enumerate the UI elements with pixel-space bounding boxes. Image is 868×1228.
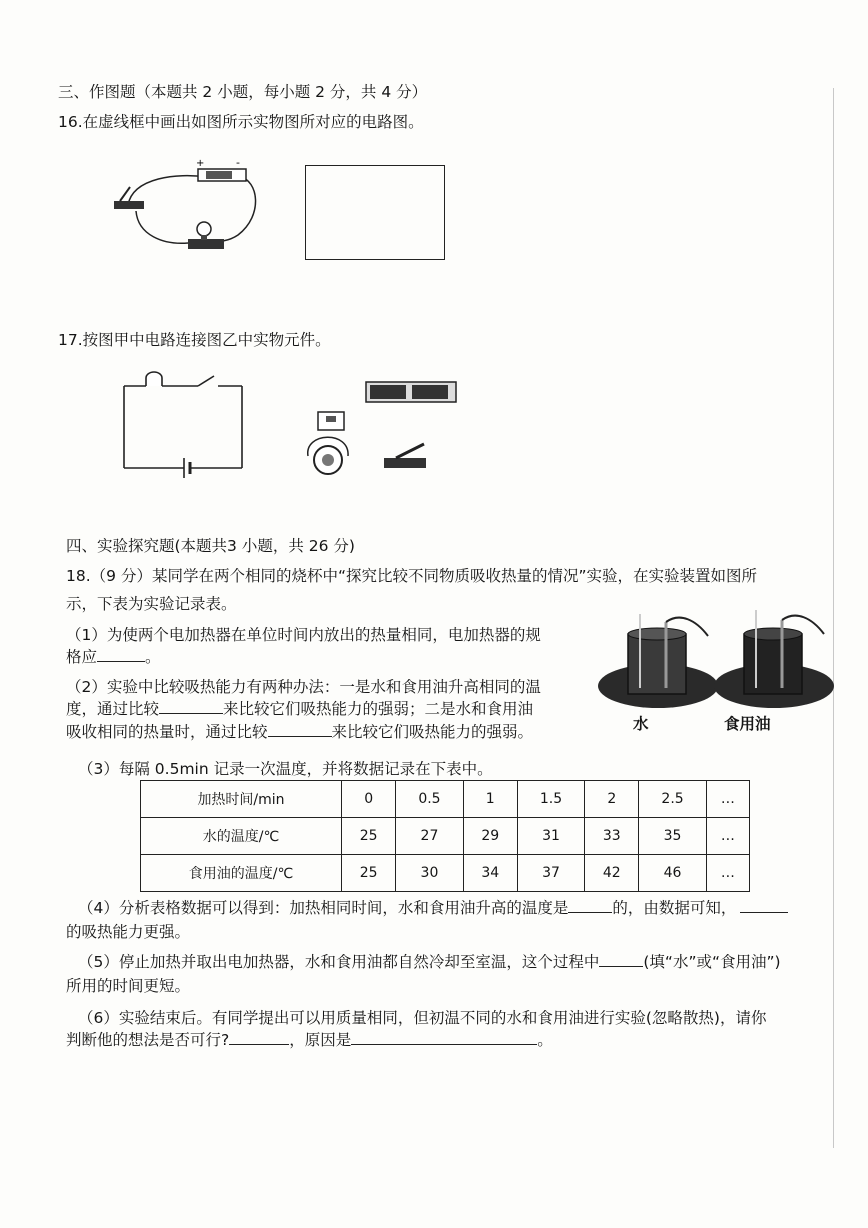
- q18-part5-line2: 所用的时间更短。: [66, 977, 191, 995]
- q18-part4-line1: [78, 898, 788, 918]
- table-cell: 25: [342, 818, 396, 855]
- q18-part6-blank2[interactable]: [351, 1030, 537, 1045]
- q18-part6-text-b: ，原因是: [289, 1031, 352, 1049]
- q18-part2-text-d: 来比较它们吸热能力的强弱。: [331, 723, 534, 741]
- q18-part1-line2: [66, 647, 161, 667]
- q18-part2-text-b: 来比较它们吸热能力的强弱；二是水和食用油: [223, 700, 534, 718]
- table-cell: 37: [517, 855, 584, 892]
- q16-physical-circuit-figure: [108, 155, 268, 265]
- q18-part6-text-a: 判断他的想法是否可行?: [66, 1031, 230, 1049]
- q16-answer-box[interactable]: [305, 165, 445, 260]
- q18-part5-line1: [78, 952, 781, 972]
- table-header-cell: 2: [585, 781, 639, 818]
- table-header-cell: …: [706, 781, 749, 818]
- table-header-cell: 0.5: [396, 781, 463, 818]
- table-header-cell: 0: [342, 781, 396, 818]
- q18-part6-end: 。: [537, 1031, 553, 1049]
- table-cell: 35: [639, 818, 706, 855]
- table-cell: 42: [585, 855, 639, 892]
- q18-part2-text-a: 度，通过比较: [66, 700, 160, 718]
- q18-part5-text-b: (填“水”或“食用油”): [643, 953, 781, 971]
- q18-part5-blank[interactable]: [599, 952, 643, 967]
- q18-part6-line2: [66, 1030, 553, 1050]
- table-header-row: [141, 781, 750, 818]
- q18-part2-blank1[interactable]: [159, 699, 223, 714]
- table-row: [141, 855, 750, 892]
- label-water: 水: [633, 715, 649, 733]
- table-cell: 31: [517, 818, 584, 855]
- q18-part1-end: 。: [145, 648, 161, 666]
- section4-heading: 四、实验探究题(本题共3 小题，共 26 分): [66, 537, 355, 555]
- table-cell: 34: [463, 855, 517, 892]
- q17-components-figure: [300, 372, 470, 482]
- table-cell: …: [706, 855, 749, 892]
- q18-part5-text-a: （5）停止加热并取出电加热器，水和食用油都自然冷却至室温，这个过程中: [78, 953, 600, 971]
- table-cell: 水的温度/℃: [141, 818, 342, 855]
- q18-part2-blank2[interactable]: [268, 722, 332, 737]
- table-cell: 食用油的温度/℃: [141, 855, 342, 892]
- q18-part4-text-a: （4）分析表格数据可以得到：加热相同时间，水和食用油升高的温度是: [78, 899, 569, 917]
- section3-heading: 三、作图题（本题共 2 小题，每小题 2 分，共 4 分）: [58, 83, 428, 101]
- table-row: [141, 818, 750, 855]
- table-header-cell: 加热时间/min: [141, 781, 342, 818]
- q18-part6-line1: （6）实验结束后。有同学提出可以用质量相同，但初温不同的水和食用油进行实验(忽略散热)，请你: [78, 1009, 767, 1027]
- q18-part2-text-c: 吸收相同的热量时，通过比较: [66, 723, 268, 741]
- table-cell: 30: [396, 855, 463, 892]
- table-header-cell: 1.5: [517, 781, 584, 818]
- battery-plus-sign: +: [196, 158, 205, 169]
- table-header-cell: 2.5: [639, 781, 706, 818]
- table-cell: 29: [463, 818, 517, 855]
- q18-part3-text: （3）每隔 0.5min 记录一次温度，并将数据记录在下表中。: [78, 760, 493, 778]
- table-cell: 27: [396, 818, 463, 855]
- table-cell: 25: [342, 855, 396, 892]
- q17-schematic-figure: [118, 368, 248, 478]
- q18-part1-line1: （1）为使两个电加热器在单位时间内放出的热量相同，电加热器的规: [66, 626, 541, 644]
- temperature-table: [140, 780, 750, 892]
- table-header-cell: 1: [463, 781, 517, 818]
- battery-minus-sign: -: [236, 156, 240, 169]
- q18-intro-line1: 18.（9 分）某同学在两个相同的烧杯中“探究比较不同物质吸收热量的情况”实验，在实验装置如图所: [66, 567, 758, 585]
- q18-part2-line1: （2）实验中比较吸热能力有两种办法：一是水和食用油升高相同的温: [66, 678, 541, 696]
- q18-part1-text: 格应: [66, 648, 98, 666]
- q18-part2-line2: [66, 699, 533, 719]
- q18-part6-blank1[interactable]: [229, 1030, 289, 1045]
- q18-part2-line3: [66, 722, 533, 742]
- table-cell: 46: [639, 855, 706, 892]
- label-oil: 食用油: [724, 715, 771, 733]
- q18-beakers-figure: [596, 606, 836, 736]
- table-cell: 33: [585, 818, 639, 855]
- q18-part4-text-b: 的，由数据可知，: [612, 899, 737, 917]
- q17-text: 17.按图甲中电路连接图乙中实物元件。: [58, 331, 331, 349]
- q18-intro-line2: 示，下表为实验记录表。: [66, 595, 237, 613]
- q16-text: 16.在虚线框中画出如图所示实物图所对应的电路图。: [58, 113, 424, 131]
- q18-part4-blank2[interactable]: [740, 898, 788, 913]
- q18-part4-blank1[interactable]: [568, 898, 612, 913]
- q18-part4-line2: 的吸热能力更强。: [66, 923, 191, 941]
- table-cell: …: [706, 818, 749, 855]
- q18-part1-blank[interactable]: [97, 647, 145, 662]
